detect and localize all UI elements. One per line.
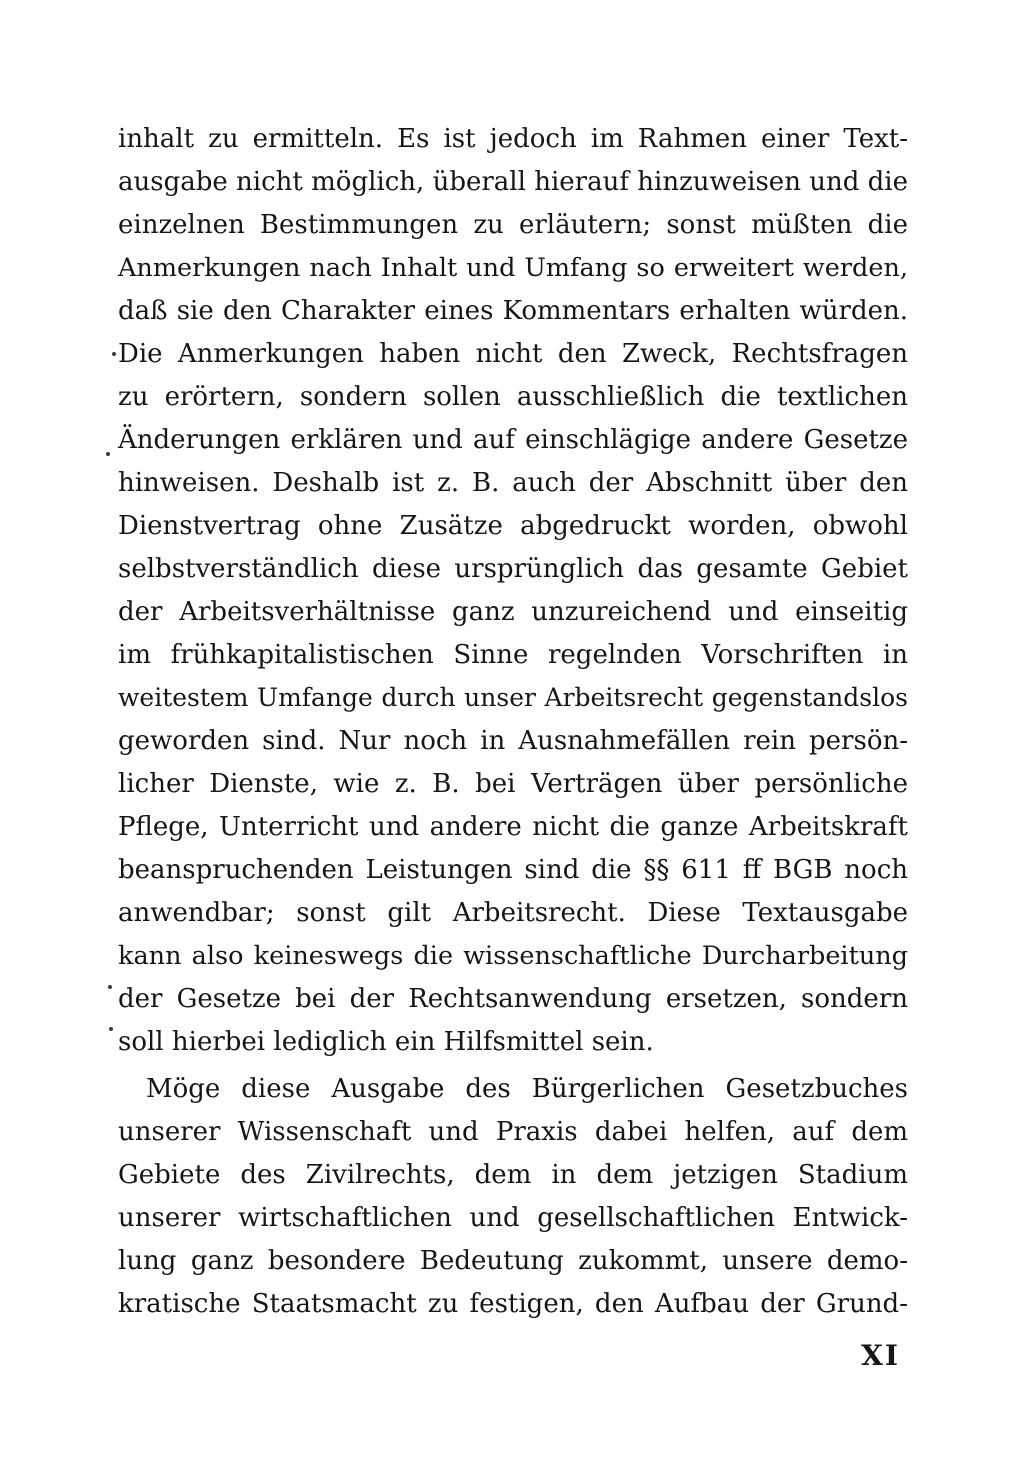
- page-number: XI: [861, 1339, 900, 1372]
- text-line: lung ganz besondere Bedeutung zukommt, unsere demo-: [118, 1246, 908, 1276]
- text-line: ausgabe nicht möglich, überall hierauf hinzuweisen und die: [118, 167, 908, 197]
- text-line: Anmerkungen nach Inhalt und Umfang so erweitert werden,: [118, 253, 908, 283]
- text-line: selbstverständlich diese ursprünglich das gesamte Gebiet: [118, 554, 908, 584]
- print-speck: [112, 352, 116, 356]
- text-line: Gebiete des Zivilrechts, dem in dem jetzigen Stadium: [118, 1160, 908, 1190]
- text-line: licher Dienste, wie z. B. bei Verträgen über persönliche: [118, 769, 908, 799]
- text-line: einzelnen Bestimmungen zu erläutern; sonst müßten die: [118, 210, 908, 240]
- print-speck: [106, 452, 110, 456]
- text-line: der Arbeitsverhältnisse ganz unzureichend und einseitig: [118, 597, 908, 627]
- print-speck: [108, 985, 112, 989]
- text-line: Möge diese Ausgabe des Bürgerlichen Gesetzbuches: [146, 1074, 908, 1104]
- text-line: anwendbar; sonst gilt Arbeitsrecht. Diese Textausgabe: [118, 898, 908, 928]
- text-line: soll hierbei lediglich ein Hilfsmittel sein.: [118, 1027, 654, 1057]
- text-line: Änderungen erklären und auf einschlägige andere Gesetze: [118, 425, 908, 455]
- text-line: kratische Staatsmacht zu festigen, den Aufbau der Grund-: [118, 1289, 908, 1319]
- text-line: Die Anmerkungen haben nicht den Zweck, Rechtsfragen: [118, 339, 908, 369]
- text-line: Dienstvertrag ohne Zusätze abgedruckt worden, obwohl: [118, 511, 908, 541]
- text-line: Pflege, Unterricht und andere nicht die ganze Arbeitskraft: [118, 812, 908, 842]
- text-line: zu erörtern, sondern sollen ausschließlich die textlichen: [118, 382, 908, 412]
- text-line: daß sie den Charakter eines Kommentars erhalten würden.: [118, 296, 908, 326]
- text-line: unserer Wissenschaft und Praxis dabei helfen, auf dem: [118, 1117, 908, 1147]
- text-line: beanspruchenden Leistungen sind die §§ 611 ff BGB noch: [118, 855, 908, 885]
- text-line: hinweisen. Deshalb ist z. B. auch der Abschnitt über den: [118, 468, 908, 498]
- print-speck: [109, 1027, 113, 1031]
- text-line: weitestem Umfange durch unser Arbeitsrecht gegenstandslos: [118, 683, 908, 712]
- text-line: geworden sind. Nur noch in Ausnahmefällen rein persön-: [118, 726, 908, 756]
- text-line: der Gesetze bei der Rechtsanwendung ersetzen, sondern: [118, 984, 908, 1014]
- text-line: kann also keineswegs die wissenschaftliche Durcharbeitung: [118, 941, 908, 971]
- text-line: inhalt zu ermitteln. Es ist jedoch im Rahmen einer Text-: [118, 124, 908, 154]
- text-line: unserer wirtschaftlichen und gesellschaftlichen Entwick-: [118, 1203, 908, 1233]
- text-line: im frühkapitalistischen Sinne regelnden Vorschriften in: [118, 640, 908, 670]
